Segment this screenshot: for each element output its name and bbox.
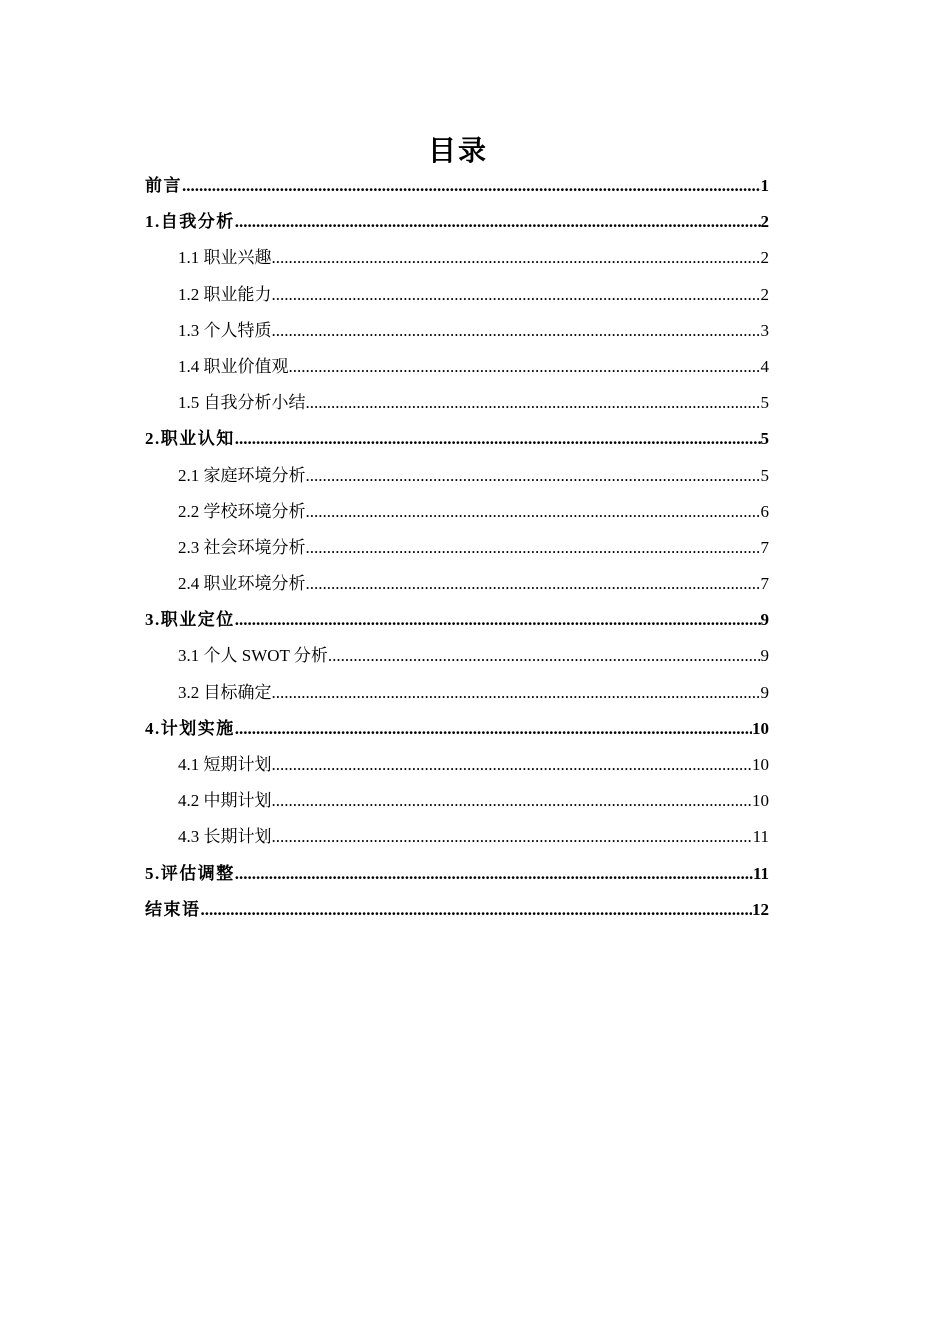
toc-dot-leader <box>272 783 753 819</box>
table-of-contents <box>145 168 769 928</box>
toc-entry-label: 3.职业定位 <box>145 610 235 630</box>
toc-entry[interactable] <box>145 892 769 928</box>
toc-dot-leader <box>235 711 752 747</box>
toc-dot-leader <box>272 277 761 313</box>
toc-page-number: 11 <box>752 827 769 847</box>
toc-entry-label: 结束语 <box>145 899 201 919</box>
toc-page-number: 2 <box>760 212 769 232</box>
toc-dot-leader <box>201 892 753 928</box>
toc-dot-leader <box>272 819 753 855</box>
toc-subentry[interactable] <box>145 277 769 313</box>
toc-subentry[interactable] <box>145 819 769 855</box>
toc-entry-label: 1.1 职业兴趣 <box>178 248 272 268</box>
toc-page-number: 5 <box>760 465 769 485</box>
toc-page-number: 2 <box>760 248 769 268</box>
toc-page-number: 10 <box>752 718 769 738</box>
toc-dot-leader <box>306 385 761 421</box>
toc-entry-label: 前言 <box>145 176 182 195</box>
toc-entry-label: 4.1 短期计划 <box>178 755 272 774</box>
toc-entry[interactable] <box>145 204 769 240</box>
toc-page-number: 10 <box>752 755 769 774</box>
toc-dot-leader <box>272 675 761 711</box>
toc-entry-label: 1.2 职业能力 <box>178 284 272 304</box>
toc-entry[interactable] <box>145 602 769 638</box>
toc-entry[interactable] <box>145 421 769 457</box>
toc-entry-label: 4.计划实施 <box>145 718 235 738</box>
toc-dot-leader <box>306 566 761 602</box>
toc-page-number: 9 <box>760 610 769 630</box>
toc-subentry[interactable] <box>145 494 769 530</box>
toc-title: 目录 <box>427 134 488 167</box>
toc-dot-leader <box>235 856 753 892</box>
toc-dot-leader <box>289 349 761 385</box>
toc-entry-label: 1.5 自我分析小结 <box>178 393 306 413</box>
toc-subentry[interactable] <box>145 638 769 674</box>
toc-subentry[interactable] <box>145 783 769 819</box>
toc-page-number: 1 <box>760 176 769 195</box>
toc-entry-label: 1.自我分析 <box>145 212 235 232</box>
toc-dot-leader <box>272 240 761 276</box>
toc-subentry[interactable] <box>145 458 769 494</box>
toc-dot-leader <box>235 421 761 457</box>
toc-dot-leader <box>306 458 761 494</box>
toc-dot-leader <box>182 168 761 204</box>
toc-dot-leader <box>272 313 761 349</box>
toc-page-number: 2 <box>760 284 769 304</box>
toc-page-number: 3 <box>760 320 769 340</box>
toc-subentry[interactable] <box>145 566 769 602</box>
toc-dot-leader <box>272 747 753 783</box>
toc-page-number: 9 <box>760 682 769 702</box>
toc-subentry[interactable] <box>145 313 769 349</box>
toc-entry-label: 3.1 个人 SWOT 分析 <box>178 646 328 666</box>
toc-dot-leader <box>306 530 761 566</box>
toc-entry-label: 1.4 职业价值观 <box>178 356 289 376</box>
toc-entry-label: 2.1 家庭环境分析 <box>178 465 306 485</box>
toc-subentry[interactable] <box>145 240 769 276</box>
toc-entry-label: 1.3 个人特质 <box>178 320 272 340</box>
toc-entry-label: 4.3 长期计划 <box>178 827 272 847</box>
toc-page-number: 9 <box>760 646 769 666</box>
toc-page-number: 10 <box>752 791 769 811</box>
toc-dot-leader <box>235 204 761 240</box>
toc-dot-leader <box>306 494 761 530</box>
toc-subentry[interactable] <box>145 385 769 421</box>
toc-page-number: 5 <box>760 393 769 413</box>
toc-page-number: 11 <box>752 863 769 883</box>
toc-entry-label: 5.评估调整 <box>145 863 235 883</box>
toc-page-number: 5 <box>760 429 769 449</box>
toc-subentry[interactable] <box>145 675 769 711</box>
toc-entry[interactable] <box>145 168 769 204</box>
toc-entry[interactable] <box>145 711 769 747</box>
toc-subentry[interactable] <box>145 349 769 385</box>
toc-subentry[interactable] <box>145 530 769 566</box>
toc-entry-label: 3.2 目标确定 <box>178 682 272 702</box>
toc-page-number: 4 <box>760 356 769 376</box>
toc-dot-leader <box>328 638 761 674</box>
toc-subentry[interactable] <box>145 747 769 783</box>
toc-entry-label: 4.2 中期计划 <box>178 791 272 811</box>
toc-dot-leader <box>235 602 761 638</box>
toc-page-number: 12 <box>752 899 769 919</box>
toc-page-number: 7 <box>760 574 769 594</box>
toc-page-number: 7 <box>760 537 769 557</box>
toc-page-number: 6 <box>760 501 769 521</box>
toc-entry[interactable] <box>145 856 769 892</box>
toc-entry-label: 2.职业认知 <box>145 429 235 449</box>
toc-entry-label: 2.2 学校环境分析 <box>178 501 306 521</box>
toc-entry-label: 2.4 职业环境分析 <box>178 574 306 594</box>
toc-entry-label: 2.3 社会环境分析 <box>178 537 306 557</box>
